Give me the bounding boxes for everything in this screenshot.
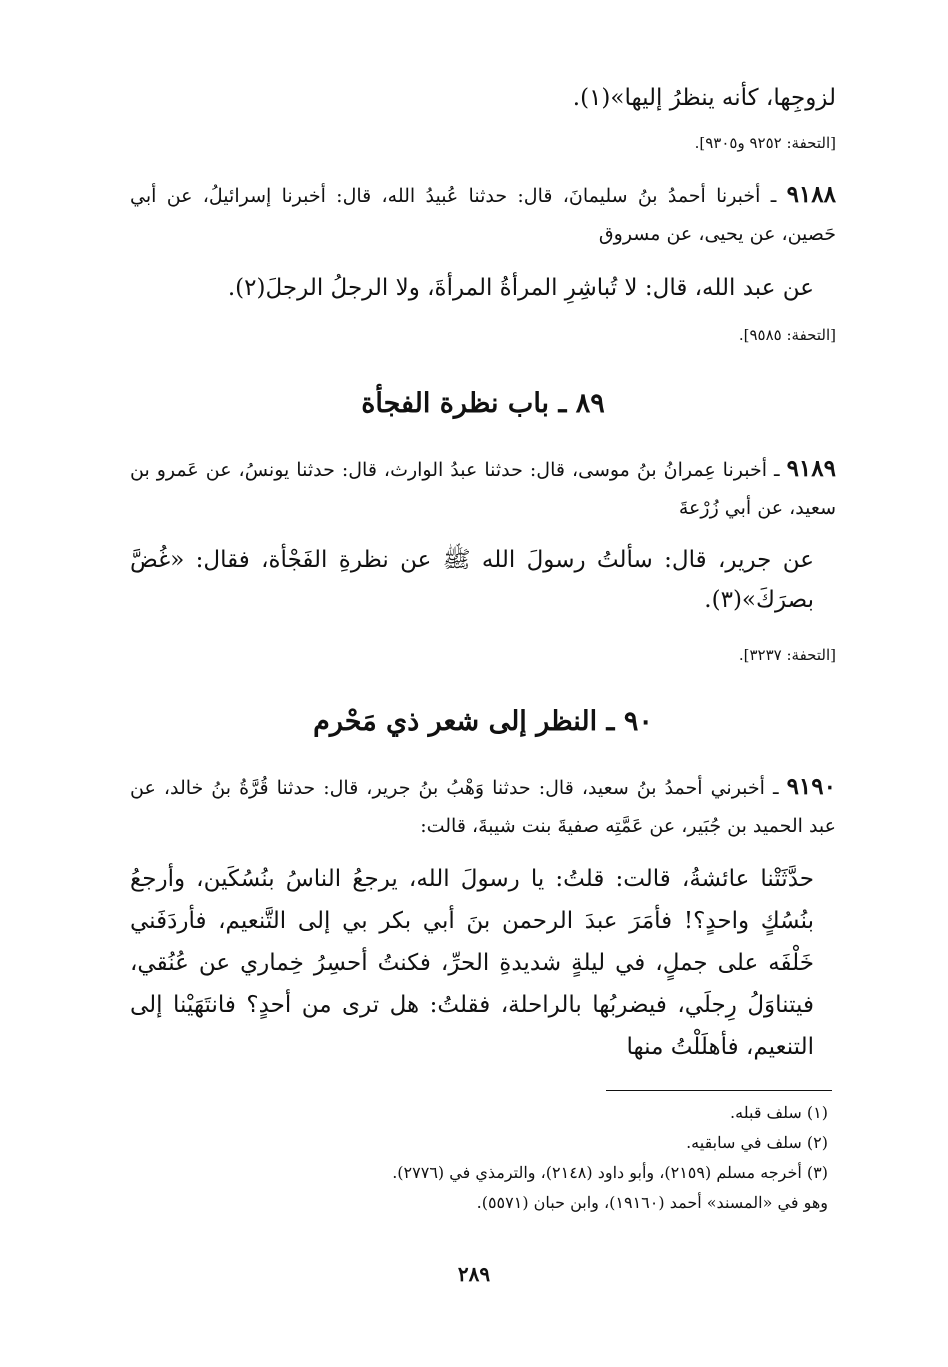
- hadith-number: ٩١٨٩: [786, 455, 836, 482]
- footnote-1: (١) سلف قبله.: [730, 1103, 828, 1122]
- hadith-number: ٩١٩٠: [786, 773, 836, 800]
- tuhfa-reference-3: [التحفة: ٣٢٣٧].: [738, 646, 836, 664]
- continuation-line: لزوجِها، كأنه ينظرُ إليها»(١).: [572, 85, 836, 111]
- tuhfa-reference-1: [التحفة: ٩٢٥٢ و٩٣٠٥].: [694, 134, 836, 152]
- chapter-title-90: ٩٠ ـ النظر إلى شعر ذي مَحْرم: [313, 706, 653, 737]
- footnote-3: (٣) أخرجه مسلم (٢١٥٩)، وأبو داود (٢١٤٨)، والترمذي في (٢٧٧٦).: [392, 1163, 828, 1182]
- hadith-isnad: ـ أخبرني أحمدُ بنُ سعيد، قال: حدثنا وَهْبُ بنُ جرير، قال: حدثنا قُرَّةُ بنُ خالد، عن عبد الحميد بن جُبَير، عن عَمَّتِه صفيةَ بنت شيبةَ، قالت:: [130, 777, 836, 837]
- hadith-9189: [130, 450, 836, 527]
- hadith-9188: [130, 176, 836, 253]
- hadith-isnad: ـ أخبرنا أحمدُ بنُ سليمانَ، قال: حدثنا عُبيدُ الله، قال: أخبرنا إسرائيلُ، عن أبي حَصين، عن يحيى، عن مسروق: [130, 185, 836, 245]
- hadith-9189-matn: عن جرير، قال: سألتُ رسولَ الله ﷺ عن نظرةِ الفَجْأة، فقال: «غُضَّ بصرَكَ»(٣).: [130, 547, 814, 613]
- footnote-3-continued: وهو في «المسند» أحمد (١٩١٦٠)، وابن حبان (٥٥٧١).: [476, 1193, 828, 1212]
- tuhfa-reference-2: [التحفة: ٩٥٨٥].: [738, 326, 836, 344]
- chapter-title-89: ٨٩ ـ باب نظرة الفجأة: [361, 388, 605, 419]
- footnotes: [130, 1098, 828, 1218]
- hadith-9190: [130, 768, 836, 845]
- footnote-separator: [606, 1090, 832, 1091]
- footnote-2: (٢) سلف في سابقيه.: [686, 1133, 828, 1152]
- hadith-number: ٩١٨٨: [786, 181, 836, 208]
- hadith-9190-matn: حدَّثَتْنا عائشةُ، قالت: قلتُ: يا رسولَ الله، يرجعُ الناسُ بنُسُكَين، وأرجعُ بنُسُكٍ واحدٍ؟! فأمَرَ عبدَ الرحمن بنَ أبي بكر بي إلى التَّنعيم، فأردَفَني خَلْفَه على جملٍ، في ليلةٍ شديدةِ الحرِّ، فكنتُ أحسِرُ خِماري عن عُنُقي، فيتناوَلُ رِجلَي، فيضربُها بالراحلة، فقلتُ: هل ترى من أحدٍ؟ فانتَهَيْنا إلى التنعيم، فأهلَلْتُ منها: [130, 866, 814, 1060]
- hadith-9188-matn: عن عبد الله، قال: لا تُباشِرِ المرأةُ المرأةَ، ولا الرجلُ الرجلَ(٢).: [227, 275, 814, 301]
- page-number: ٢٨٩: [457, 1262, 491, 1286]
- hadith-isnad: ـ أخبرنا عِمرانُ بنُ موسى، قال: حدثنا عبدُ الوارث، قال: حدثنا يونسُ، عن عَمرو بن سعيد، عن أبي زُرْعةَ: [130, 459, 836, 519]
